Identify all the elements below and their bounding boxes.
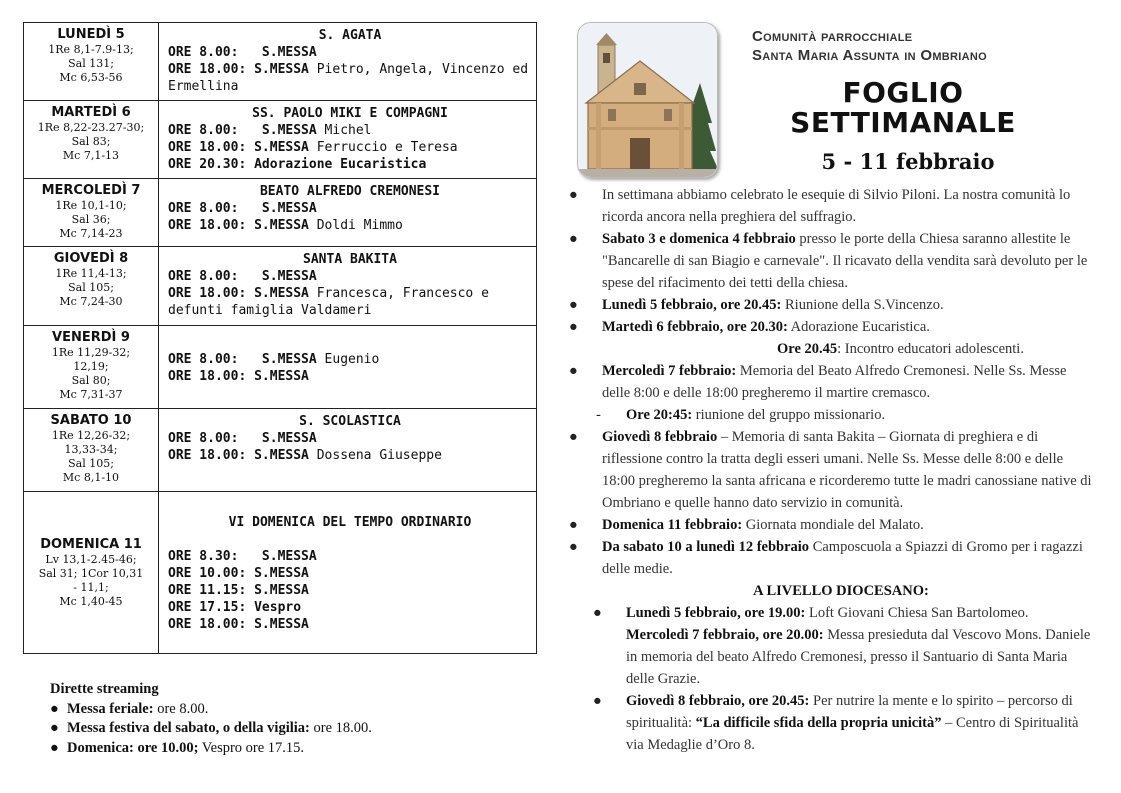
- mass-time: ORE 8.00: S.MESSA: [168, 431, 317, 446]
- saint-of-day: S. AGATA: [318, 28, 382, 43]
- parish-line-1: Comunità parrocchiale: [752, 28, 913, 45]
- reading-ref: Mc 7,1-13: [62, 149, 120, 162]
- reading-ref: Sal 83;: [71, 135, 111, 148]
- day-name: GIOVEDÌ 8: [53, 251, 129, 266]
- notice-item: ● In settimana abbiamo celebrato le esequie di Silvio Piloni. La nostra comunità lo ricorda ancora nella preghiera del suffragio.: [569, 187, 1071, 225]
- mass-time: ORE 11.15: S.MESSA: [168, 582, 309, 598]
- mass-intention: Doldi Mimmo: [308, 218, 403, 233]
- reading-ref: Sal 36;: [71, 213, 111, 226]
- mass-intention: Eugenio: [316, 351, 380, 367]
- mass-time: ORE 8.30: S.MESSA: [168, 548, 317, 564]
- reading-ref: Mc 8,1-10: [62, 471, 120, 484]
- events-cell: [159, 179, 537, 247]
- day-name: VENERDÌ 9: [52, 330, 130, 345]
- notice-subitem: - Ore 20:45: riunione del gruppo missionario.: [596, 407, 886, 423]
- schedule-row: [24, 247, 537, 326]
- schedule-row: [24, 179, 537, 247]
- diocesan-item: ● Giovedì 8 febbraio, ore 20.45: Per nutrire la mente e lo spirito – percorso di spiritualità: “La difficile sfida della propria unicità” – Centro di Spiritualità via Medaglie d’Oro 8.: [593, 693, 1079, 753]
- week-dates: 5 - 11 febbraio: [821, 149, 995, 174]
- day-cell: [24, 101, 159, 179]
- mass-entry: [168, 200, 532, 217]
- notice-item: ● Mercoledì 7 febbraio: Memoria del Beato Alfredo Cremonesi. Nelle Ss. Messe delle 8:00 e delle 18:00 pregheremo il martire cremasco.: [569, 363, 1067, 401]
- diocesan-heading: A LIVELLO DIOCESANO:: [753, 583, 929, 599]
- mass-entry: [168, 616, 532, 633]
- mass-entry: [168, 548, 532, 565]
- mass-time: ORE 18.00: S.MESSA: [168, 140, 309, 155]
- mass-intention: Dossena Giuseppe: [308, 448, 442, 463]
- schedule-row: [24, 409, 537, 492]
- notice-item: ● Martedì 6 febbraio, ore 20.30: Adorazione Eucaristica. Ore 20.45: Incontro educatori adolescenti.: [569, 319, 1024, 357]
- schedule-row: [24, 326, 537, 409]
- parish-line-2: Santa Maria Assunta in Ombriano: [752, 47, 987, 64]
- day-cell: [24, 409, 159, 492]
- mass-time: ORE 18.00: S.MESSA: [168, 368, 309, 384]
- mass-time: ORE 18.00: S.MESSA: [168, 448, 309, 463]
- mass-entry: [168, 565, 532, 582]
- events-cell: [159, 409, 537, 492]
- streaming-item: ● Domenica: ore 10.00; Vespro ore 17.15.: [50, 739, 305, 756]
- day-cell: [24, 326, 159, 409]
- day-name: SABATO 10: [50, 413, 132, 428]
- mass-entry: [168, 430, 532, 447]
- reading-ref: 13,33-34;: [64, 443, 118, 456]
- mass-time: ORE 8.00: S.MESSA: [168, 123, 317, 138]
- mass-entry: [168, 122, 532, 139]
- mass-entry: [168, 447, 532, 464]
- mass-time: ORE 20.30: Adorazione Eucaristica: [168, 157, 427, 172]
- saint-of-day: S. SCOLASTICA: [299, 414, 401, 429]
- schedule-table: [23, 22, 537, 654]
- saint-of-day: VI DOMENICA DEL TEMPO ORDINARIO: [228, 514, 472, 530]
- streaming-item: ● Messa feriale: ore 8.00.: [50, 700, 209, 717]
- events-cell: [159, 492, 537, 654]
- notice-item: ● Sabato 3 e domenica 4 febbraio presso le porte della Chiesa saranno allestite le "Bancarelle di san Biagio e carnevale". Il ricavato della vendita sarà devoluto per le spese del rifacimento dei tetti della chiesa.: [569, 231, 1088, 291]
- mass-entry: [168, 217, 532, 234]
- mass-entry: [168, 368, 532, 385]
- day-name: LUNEDÌ 5: [57, 27, 125, 42]
- reading-ref: Mc 7,31-37: [59, 388, 123, 401]
- diocesan-item: ● Lunedì 5 febbraio, ore 19.00: Loft Giovani Chiesa San Bartolomeo. Mercoledì 7 febbraio, ore 20.00: Messa presieduta dal Vescovo Mons. Daniele in memoria del beato Alfredo Cremonesi, presso il Santuario di Santa Maria delle Grazie.: [593, 605, 1091, 687]
- day-cell: [24, 492, 159, 654]
- reading-ref: Mc 7,24-30: [59, 295, 123, 308]
- reading-ref: Sal 31; 1Cor 10,31: [38, 567, 144, 580]
- mass-time: ORE 18.00: S.MESSA: [168, 616, 309, 632]
- notice-item: ● Domenica 11 febbraio: Giornata mondiale del Malato.: [569, 517, 924, 533]
- day-cell: [24, 179, 159, 247]
- mass-time: ORE 10.00: S.MESSA: [168, 565, 309, 581]
- mass-intention: Pietro, Angela, Vincenzo ed Ermellina: [168, 62, 529, 94]
- reading-ref: Sal 105;: [68, 457, 114, 470]
- schedule-row: [24, 23, 537, 101]
- mass-time: ORE 8.00: S.MESSA: [168, 45, 317, 60]
- reading-ref: Sal 80;: [71, 374, 111, 387]
- saint-of-day: SANTA BAKITA: [303, 252, 397, 267]
- saint-of-day: BEATO ALFREDO CREMONESI: [259, 184, 440, 199]
- reading-ref: 1Re 10,1-10;: [55, 199, 127, 212]
- day-name: DOMENICA 11: [40, 537, 142, 552]
- notice-item: ● Lunedì 5 febbraio, ore 20.45: Riunione della S.Vincenzo.: [569, 297, 944, 313]
- events-cell: [159, 326, 537, 409]
- notice-item: ● Giovedì 8 febbraio – Memoria di santa Bakita – Giornata di preghiera e di riflessione contro la tratta degli esseri umani. Nelle Ss. Messe delle 8:00 e delle 18:00 pregheremo la santa africana e ricorderemo tutte le madri canossiane native di Ombriano e quelle hanno dato servizio in comunità.: [569, 429, 1092, 511]
- reading-ref: 1Re 11,4-13;: [55, 267, 127, 280]
- mass-entry: [168, 268, 532, 285]
- mass-intention: Francesca, Francesco e defunti famiglia Valdameri: [168, 286, 489, 318]
- reading-ref: Mc 6,53-56: [59, 71, 123, 84]
- mass-time: ORE 8.00: S.MESSA: [168, 269, 317, 284]
- streaming-title: Dirette streaming: [50, 681, 159, 697]
- reading-ref: Mc 1,40-45: [59, 595, 123, 608]
- mass-time: ORE 18.00: S.MESSA: [168, 218, 309, 233]
- mass-time: ORE 8.00: S.MESSA: [168, 201, 317, 216]
- reading-ref: Sal 105;: [68, 281, 114, 294]
- reading-ref: - 11,1;: [73, 581, 109, 594]
- mass-entry: [168, 582, 532, 599]
- day-cell: [24, 23, 159, 101]
- reading-ref: 12,19;: [73, 360, 109, 373]
- mass-entry: [168, 61, 532, 95]
- mass-entry: [168, 351, 532, 368]
- notices-list: [566, 184, 1096, 756]
- reading-ref: Mc 7,14-23: [59, 227, 123, 240]
- newsletter-title: FOGLIO SETTIMANALE: [790, 76, 1016, 139]
- schedule-row: [24, 101, 537, 179]
- events-cell: [159, 247, 537, 326]
- mass-time: ORE 18.00: S.MESSA: [168, 62, 309, 77]
- day-name: MERCOLEDÌ 7: [41, 183, 141, 198]
- mass-intention: Ferruccio e Teresa: [308, 140, 458, 155]
- mass-entry: [168, 285, 532, 319]
- parish-name: [752, 27, 987, 65]
- reading-ref: 1Re 12,26-32;: [51, 429, 131, 442]
- mass-entry: [168, 139, 532, 156]
- reading-ref: Lv 13,1-2.45-46;: [45, 553, 137, 566]
- reading-ref: 1Re 8,1-7.9-13;: [48, 43, 134, 56]
- mass-time: ORE 8.00: S.MESSA: [168, 351, 317, 367]
- reading-ref: 1Re 11,29-32;: [51, 346, 131, 359]
- reading-ref: Sal 131;: [68, 57, 114, 70]
- schedule-row: [24, 492, 537, 654]
- reading-ref: 1Re 8,22-23.27-30;: [37, 121, 145, 134]
- mass-entry: [168, 156, 532, 173]
- mass-entry: [168, 599, 532, 616]
- mass-time: ORE 17.15: Vespro: [168, 599, 302, 615]
- mass-intention: Michel: [316, 123, 372, 138]
- events-cell: [159, 23, 537, 101]
- mass-entry: [168, 44, 532, 61]
- streaming-item: ● Messa festiva del sabato, o della vigilia: ore 18.00.: [50, 720, 372, 736]
- church-image: [577, 22, 718, 178]
- saint-of-day: SS. PAOLO MIKI E COMPAGNI: [252, 106, 448, 121]
- mass-time: ORE 18.00: S.MESSA: [168, 286, 309, 301]
- notice-item: ● Da sabato 10 a lunedì 12 febbraio Camposcuola a Spiazzi di Gromo per i ragazzi delle medie.: [569, 539, 1083, 577]
- streaming-list: [50, 700, 530, 759]
- events-cell: [159, 101, 537, 179]
- streaming-section: [50, 680, 530, 758]
- day-name: MARTEDÌ 6: [51, 105, 131, 120]
- day-cell: [24, 247, 159, 326]
